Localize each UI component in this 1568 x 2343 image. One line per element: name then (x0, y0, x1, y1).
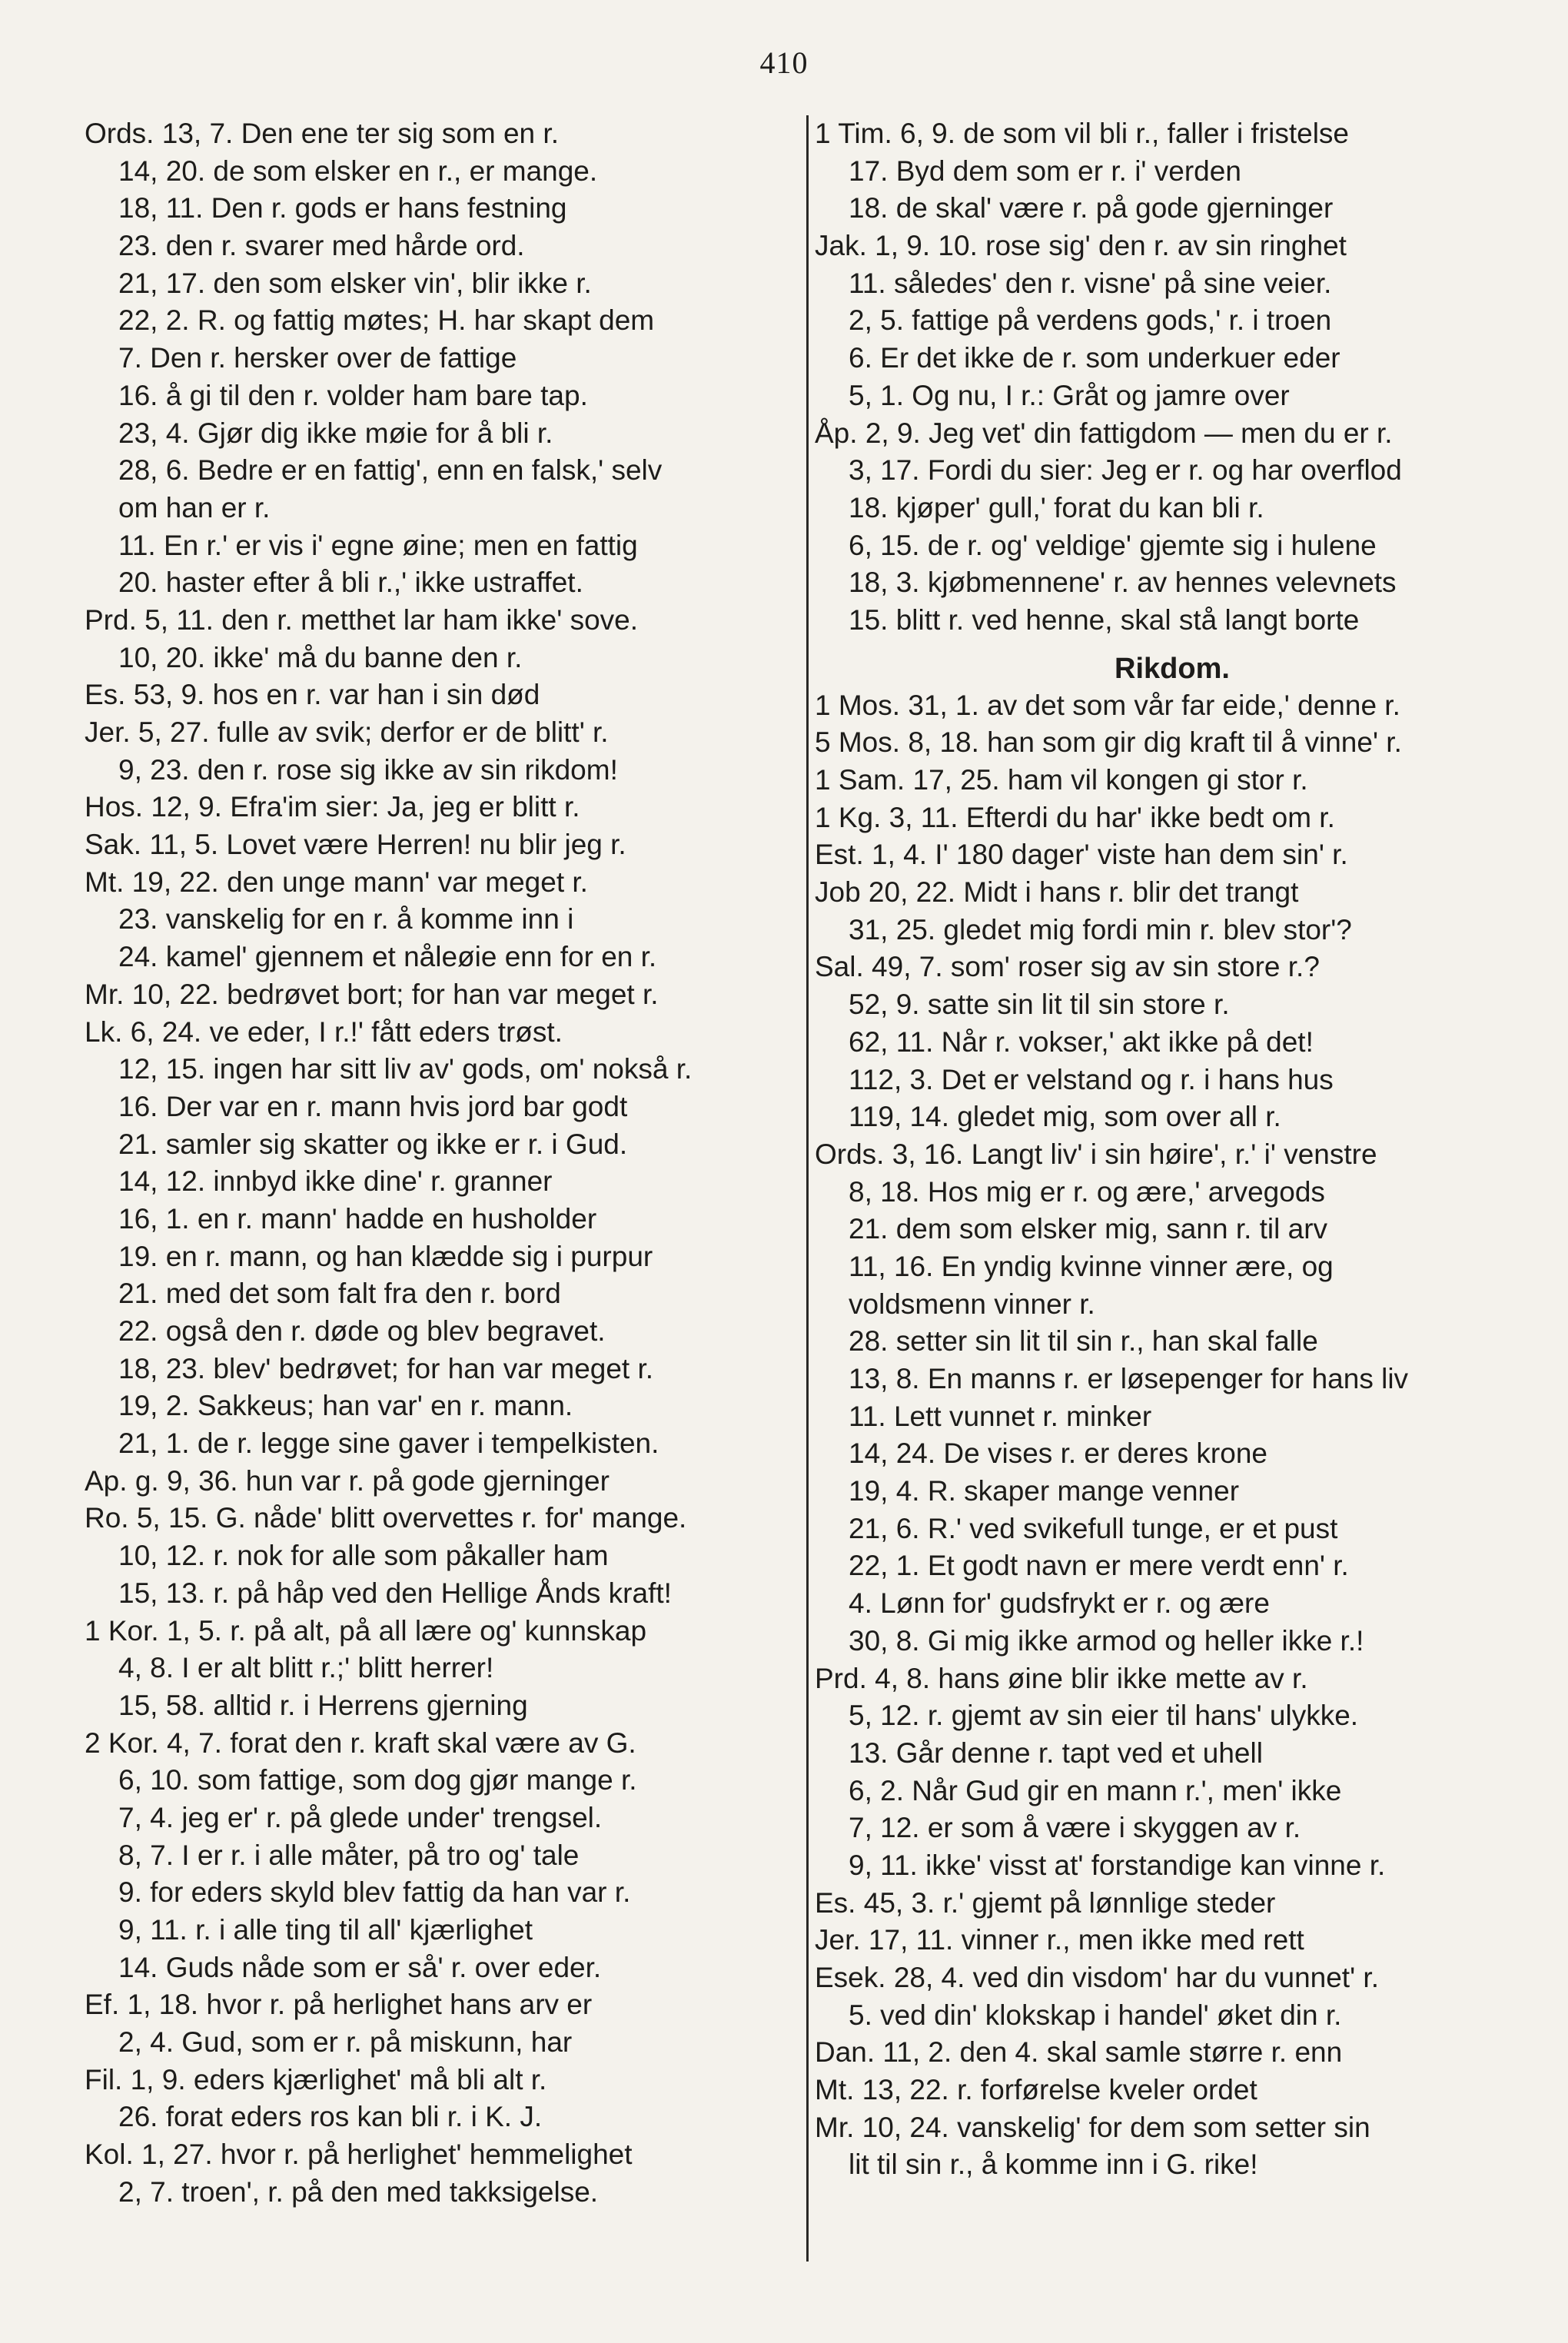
entry-line: 16, 1. en r. mann' hadde en husholder (118, 1202, 597, 1235)
entry-line: 14. Guds nåde som er så' r. over eder. (118, 1951, 602, 1983)
entry-line: 12, 15. ingen har sitt liv av' gods, om' nokså r. (118, 1053, 693, 1085)
entry-line: 16. å gi til den r. volder ham bare tap. (118, 379, 588, 411)
entry-line: 15. blitt r. ved henne, skal stå langt borte (849, 603, 1360, 636)
entry-line: 2, 4. Gud, som er r. på miskunn, har (118, 2026, 573, 2059)
entry-line: 14, 12. innbyd ikke dine' r. granner (118, 1165, 553, 1198)
entry-line: 1 Mos. 31, 1. av det som vår far eide,' denne r. (815, 689, 1400, 721)
entry-line: 18. de skal' være r. på gode gjerninger (849, 192, 1334, 224)
entry-line: 6, 10. som fattige, som dog gjør mange r. (118, 1764, 637, 1796)
entry-line: 13, 8. En manns r. er løsepenger for hans liv (849, 1363, 1409, 1394)
entry-line: 10, 20. ikke' må du banne den r. (118, 641, 523, 673)
entry-line: 6, 2. Når Gud gir en mann r.', men' ikke (849, 1774, 1342, 1806)
entry-line: 26. forat eders ros kan bli r. i K. J. (118, 2101, 543, 2133)
entry-line: 21. med det som falt fra den r. bord (118, 1278, 561, 1310)
entry-line: Kol. 1, 27. hvor r. på herlighet' hemmelighet (85, 2139, 633, 2171)
entry-line: Ords. 13, 7. Den ene ter sig som en r. (85, 118, 559, 149)
entry-line: Es. 45, 3. r.' gjemt på lønnlige steder (815, 1886, 1276, 1919)
left-column (85, 115, 803, 2212)
entry-line: Dan. 11, 2. den 4. skal samle større r. enn (815, 2036, 1343, 2069)
entry-line: 5. ved din' klokskap i handel' øket din r. (849, 1999, 1342, 2031)
entry-line: 11. Lett vunnet r. minker (849, 1400, 1152, 1432)
entry-line: 9, 23. den r. rose sig ikke av sin rikdom! (118, 753, 618, 786)
entry-line: 21. samler sig skatter og ikke er r. i Gud. (118, 1128, 628, 1160)
entry-line: 11. således' den r. visne' på sine veier. (849, 267, 1332, 299)
entry-line: 6. Er det ikke de r. som underkuer eder (849, 342, 1340, 374)
entry-line: 119, 14. gledet mig, som over all r. (849, 1101, 1281, 1133)
entry-line: 9, 11. ikke' visst at' forstandige kan vinne r. (849, 1849, 1386, 1881)
entry-line: Prd. 5, 11. den r. metthet lar ham ikke' sove. (85, 603, 639, 636)
entry-line: 112, 3. Det er velstand og r. i hans hus (849, 1063, 1334, 1095)
entry-line: Ro. 5, 15. G. nåde' blitt overvettes r. for' mange. (85, 1502, 687, 1534)
entry-line: 21, 6. R.' ved svikefull tunge, er et pust (849, 1512, 1338, 1544)
entry-line: Mt. 19, 22. den unge mann' var meget r. (85, 866, 588, 898)
entry-line: 2 Kor. 4, 7. forat den r. kraft skal være av G. (85, 1727, 636, 1759)
entry-line: 7, 4. jeg er' r. på glede under' trengsel. (118, 1801, 603, 1833)
entry-line: Jer. 17, 11. vinner r., men ikke med rett (815, 1924, 1304, 1956)
entry-line: Sak. 11, 5. Lovet være Herren! nu blir jeg r. (85, 829, 626, 861)
entry-line: Job 20, 22. Midt i hans r. blir det trangt (815, 876, 1299, 909)
entry-line: 5 Mos. 8, 18. han som gir dig kraft til å vinne' r. (815, 726, 1402, 759)
entry-line: 7. Den r. hersker over de fattige (118, 342, 517, 374)
entry-line: 19. en r. mann, og han klædde sig i purpur (118, 1240, 653, 1272)
entry-line: 22. også den r. døde og blev begravet. (118, 1315, 606, 1347)
entry-line: 1 Tim. 6, 9. de som vil bli r., faller i fristelse (815, 118, 1349, 149)
entry-line: lit til sin r., å komme inn i G. rike! (849, 2149, 1258, 2181)
entry-line: Es. 53, 9. hos en r. var han i sin død (85, 679, 540, 711)
entry-line: 6, 15. de r. og' veldige' gjemte sig i hulene (849, 529, 1377, 561)
entry-line: 21. dem som elsker mig, sann r. til arv (849, 1213, 1328, 1245)
entry-line: 11, 16. En yndig kvinne vinner ære, og (849, 1250, 1334, 1282)
entry-line: 19, 4. R. skaper mange venner (849, 1475, 1240, 1507)
entry-line: Ords. 3, 16. Langt liv' i sin høire', r.' i' venstre (815, 1138, 1377, 1170)
entry-line: 1 Sam. 17, 25. ham vil kongen gi stor r. (815, 764, 1308, 796)
entry-line: 4, 8. I er alt blitt r.;' blitt herrer! (118, 1652, 494, 1684)
entry-line: 28. setter sin lit til sin r., han skal falle (849, 1325, 1318, 1358)
entry-line: Est. 1, 4. I' 180 dager' viste han dem sin' r. (815, 839, 1348, 871)
entry-line: 5, 12. r. gjemt av sin eier til hans' ulykke. (849, 1700, 1359, 1732)
entry-line: 2, 5. fattige på verdens gods,' r. i troen (849, 304, 1332, 337)
entry-line: 16. Der var en r. mann hvis jord bar godt (118, 1090, 628, 1122)
entry-line: 15, 13. r. på håp ved den Hellige Ånds kraft! (118, 1577, 672, 1609)
entry-line: Sal. 49, 7. som' roser sig av sin store r.? (815, 951, 1320, 983)
entry-line: 18, 11. Den r. gods er hans festning (118, 192, 567, 224)
entry-line: 11. En r.' er vis i' egne øine; men en fattig (118, 529, 638, 561)
entry-line: Lk. 6, 24. ve eder, I r.!' fått eders trøst. (85, 1015, 563, 1048)
entry-line: 1 Kg. 3, 11. Efterdi du har' ikke bedt om r. (815, 801, 1335, 833)
entry-line: 30, 8. Gi mig ikke armod og heller ikke r.! (849, 1624, 1364, 1657)
right-column (815, 115, 1530, 2184)
entry-line: 1 Kor. 1, 5. r. på alt, på all lære og' kunnskap (85, 1614, 647, 1647)
entry-line: Mr. 10, 22. bedrøvet bort; for han var meget r. (85, 978, 659, 1010)
section-heading: Rikdom. (1115, 652, 1230, 685)
page-number: 410 (759, 45, 809, 80)
entry-line: 52, 9. satte sin lit til sin store r. (849, 989, 1230, 1021)
entry-line: Fil. 1, 9. eders kjærlighet' må bli alt r. (85, 2063, 547, 2095)
entry-line: 18. kjøper' gull,' forat du kan bli r. (849, 491, 1264, 523)
entry-line: 10, 12. r. nok for alle som påkaller ham (118, 1540, 609, 1572)
entry-line: 31, 25. gledet mig fordi min r. blev stor'? (849, 913, 1352, 946)
entry-line: 21, 17. den som elsker vin', blir ikke r. (118, 267, 592, 299)
entry-line: om han er r. (118, 491, 271, 523)
entry-line: 20. haster efter å bli r.,' ikke ustraffet. (118, 567, 583, 599)
entry-line: 9, 11. r. i alle ting til all' kjærlighet (118, 1914, 533, 1946)
entry-line: 14, 20. de som elsker en r., er mange. (118, 155, 598, 187)
entry-line: Ap. g. 9, 36. hun var r. på gode gjerninger (85, 1464, 610, 1497)
entry-line: 15, 58. alltid r. i Herrens gjerning (118, 1689, 528, 1721)
entry-line: 8, 7. I er r. i alle måter, på tro og' tale (118, 1839, 580, 1871)
entry-line: Jak. 1, 9. 10. rose sig' den r. av sin ringhet (815, 230, 1347, 262)
entry-line: 18, 23. blev' bedrøvet; for han var meget r. (118, 1352, 654, 1384)
entry-line: 4. Lønn for' gudsfrykt er r. og ære (849, 1587, 1270, 1620)
entry-line: 14, 24. De vises r. er deres krone (849, 1437, 1267, 1470)
entry-line: 17. Byd dem som er r. i' verden (849, 155, 1241, 187)
entry-line: 9. for eders skyld blev fattig da han var r. (118, 1876, 631, 1909)
entry-line: Jer. 5, 27. fulle av svik; derfor er de blitt' r. (85, 716, 609, 748)
entry-line: 13. Går denne r. tapt ved et uhell (849, 1736, 1263, 1769)
entry-line: Ef. 1, 18. hvor r. på herlighet hans arv er (85, 1989, 593, 2021)
entry-line: 18, 3. kjøbmennene' r. av hennes velevnets (849, 567, 1397, 599)
entry-line: 8, 18. Hos mig er r. og ære,' arvegods (849, 1175, 1325, 1208)
entry-line: 28, 6. Bedre er en fattig', enn en falsk,' selv (118, 454, 663, 487)
entry-line: 23, 4. Gjør dig ikke møie for å bli r. (118, 417, 553, 449)
entry-line: 24. kamel' gjennem et nåleøie enn for en r. (118, 941, 657, 973)
entry-line: 2, 7. troen', r. på den med takksigelse. (118, 2175, 599, 2208)
column-divider (806, 115, 809, 2262)
entry-line: 3, 17. Fordi du sier: Jeg er r. og har overflod (849, 454, 1402, 487)
entry-line: Mt. 13, 22. r. forførelse kveler ordet (815, 2074, 1257, 2106)
entry-line: Åp. 2, 9. Jeg vet' din fattigdom — men du er r. (815, 417, 1393, 449)
entry-line: Prd. 4, 8. hans øine blir ikke mette av r. (815, 1662, 1308, 1694)
entry-line: 23. vanskelig for en r. å komme inn i (118, 903, 574, 936)
entry-line: voldsmenn vinner r. (849, 1288, 1095, 1320)
entry-line: 19, 2. Sakkeus; han var' en r. mann. (118, 1390, 573, 1422)
entry-line: 23. den r. svarer med hårde ord. (118, 230, 525, 262)
entry-line: 22, 1. Et godt navn er mere verdt enn' r. (849, 1550, 1349, 1582)
entry-line: Mr. 10, 24. vanskelig' for dem som setter sin (815, 2111, 1370, 2143)
entry-line: 62, 11. Når r. vokser,' akt ikke på det! (849, 1025, 1314, 1058)
entry-line: 7, 12. er som å være i skyggen av r. (849, 1812, 1301, 1844)
entry-line: 5, 1. Og nu, I r.: Gråt og jamre over (849, 379, 1290, 411)
entry-line: 21, 1. de r. legge sine gaver i tempelkisten. (118, 1427, 659, 1460)
entry-line: 22, 2. R. og fattig møtes; H. har skapt dem (118, 304, 655, 337)
entry-line: Esek. 28, 4. ved din visdom' har du vunnet' r. (815, 1962, 1379, 1993)
entry-line: Hos. 12, 9. Efra'im sier: Ja, jeg er blitt r. (85, 791, 580, 823)
